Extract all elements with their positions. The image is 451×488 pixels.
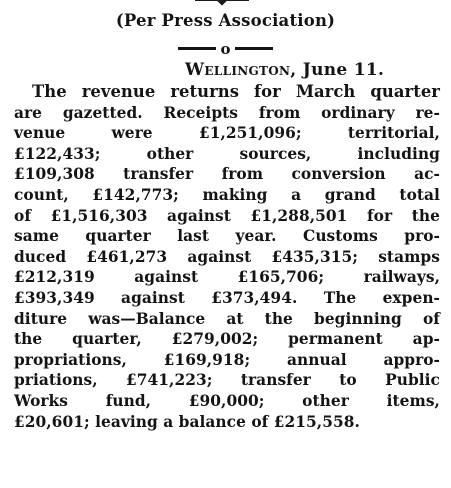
article-line: The revenue returns for March quarter <box>32 82 440 101</box>
dateline-place: Wellington, <box>185 60 297 80</box>
article-line: £109,308 transfer from conversion ac- <box>14 165 440 184</box>
article-line: £212,319 against £165,706; railways, <box>14 268 440 287</box>
ornament-diamond <box>216 0 227 6</box>
article-line: are gazetted. Receipts from ordinary re- <box>14 103 440 122</box>
divider-dash-right <box>235 47 273 50</box>
article-line: £20,601; leaving a balance of £215,558. <box>14 412 360 431</box>
article-line: count, £142,773; making a grand total <box>14 185 440 204</box>
article-line: £122,433; other sources, including <box>14 144 440 163</box>
article-line: of £1,516,303 against £1,288,501 for the <box>14 206 440 225</box>
article-line: the quarter, £279,002; permanent ap- <box>14 330 440 349</box>
article-line: same quarter last year. Customs pro- <box>14 227 440 246</box>
article-line: duced £461,273 against £435,315; stamps <box>14 247 440 266</box>
article-line: Works fund, £90,000; other items, <box>14 391 440 410</box>
dateline <box>185 58 384 82</box>
article-body <box>14 82 440 432</box>
article-line: £393,349 against £373,494. The expen- <box>14 288 440 307</box>
article-line: priations, £741,223; transfer to Public <box>14 371 440 390</box>
divider-mark: o <box>220 39 231 58</box>
top-ornament <box>195 0 249 3</box>
dateline-date: June 11. <box>302 60 385 80</box>
section-divider <box>0 38 451 58</box>
source-credit: (Per Press Association) <box>115 11 336 30</box>
article-line: venue were £1,251,096; territorial, <box>14 124 440 143</box>
divider-dash-left <box>178 47 216 50</box>
article-line: diture was—Balance at the beginning of <box>14 309 440 328</box>
article-line: propriations, £169,918; annual appro- <box>14 350 440 369</box>
